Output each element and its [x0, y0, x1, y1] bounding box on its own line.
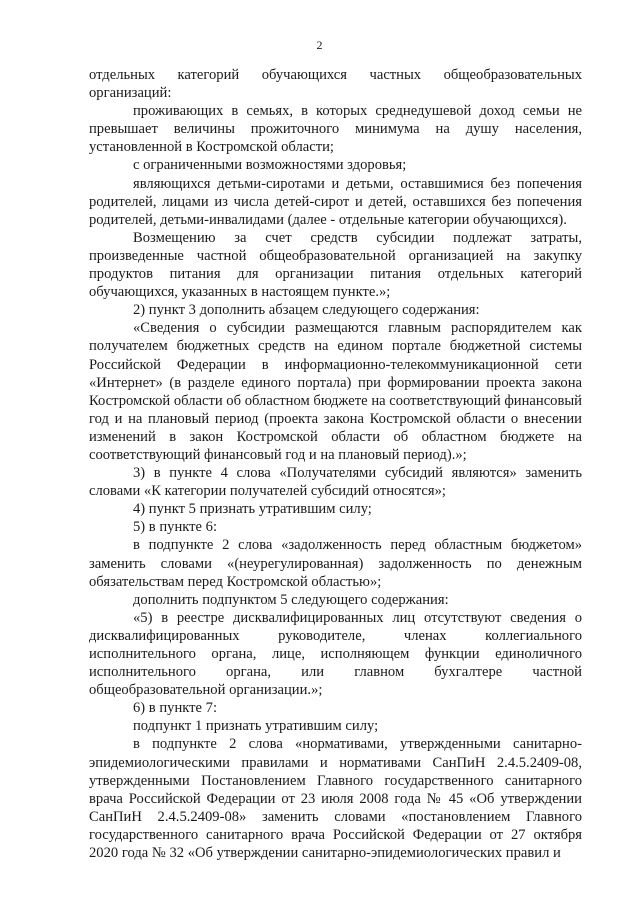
paragraph-subsidy-info: «Сведения о субсидии размещаются главным распорядителем как получателем бюджетных средств на едином портале бюджетной системы Российской Федерации в информационно-телекоммуникационной сети «Интернет» (в разделе единого портала) при формировании проекта закона Костромской области об областном бюджете на соответствующий финансовый год и на плановый период (проекта закона Костромской области о внесении изменений в закон Костромской области об областном бюджете на соответствующий финансовый год и на плановый период).»;: [89, 320, 582, 463]
paragraph-disqualified-registry: «5) в реестре дисквалифицированных лиц отсутствуют сведения о дисквалифицированных руководителе, членах коллегиального исполнительного органа, лице, исполняющем функции единоличного исполнительного органа, или главном бухгалтере частной общеобразовательной организации.»;: [89, 609, 582, 699]
paragraph-item-2: 2) пункт 3 дополнить абзацем следующего содержания:: [133, 302, 480, 319]
page-number: 2: [316, 38, 323, 52]
paragraph-disabilities: с ограниченными возможностями здоровья;: [133, 157, 407, 174]
paragraph-item-3: 3) в пункте 4 слова «Получателями субсидий являются» заменить словами «К категории получателей субсидий относятся»;: [89, 465, 582, 500]
paragraph-subitem-2-debt: в подпункте 2 слова «задолженность перед областным бюджетом» заменить словами «(неурегулированная) задолженность по денежным обязательствам перед Костромской областью»;: [89, 537, 582, 590]
paragraph-orphans: являющихся детьми-сиротами и детьми, оставшимися без попечения родителей, лицами из числа детей-сирот и детей, оставшихся без попечения родителей, детьми-инвалидами (далее - отдельные категории обучающихся).: [89, 175, 582, 228]
paragraph-subitem-1-void: подпункт 1 признать утратившим силу;: [133, 718, 379, 735]
paragraph-compensation: Возмещению за счет средств субсидии подлежат затраты, произведенные частной общеобразовательной организацией на закупку продуктов питания для организации питания отдельных категорий обучающихся, указанных в настоящем пункте.»;: [89, 229, 582, 301]
paragraph-item-5: 5) в пункте 6:: [133, 519, 218, 536]
paragraph-sanpin: в подпункте 2 слова «нормативами, утвержденными санитарно-эпидемиологическими правилами и нормативами СанПиН 2.4.5.2409-08, утвержденными Постановлением Главного государственного санитарного врача Российской Федерации от 23 июля 2008 года № 45 «Об утверждении СанПиН 2.4.5.2409-08» заменить словами «постановлением Главного государственного санитарного врача Российской Федерации от 27 октября 2020 года № 32 «Об утверждении санитарно-эпидемиологических правил и: [89, 736, 582, 862]
paragraph-continuation: отдельных категорий обучающихся частных общеобразовательных организаций:: [89, 67, 582, 102]
paragraph-item-6: 6) в пункте 7:: [133, 700, 218, 717]
paragraph-low-income: проживающих в семьях, в которых среднедушевой доход семьи не превышает величины прожиточного минимума на душу населения, установленной в Костромской области;: [89, 103, 582, 156]
paragraph-add-subitem-5: дополнить подпунктом 5 следующего содержания:: [133, 591, 449, 608]
paragraph-item-4: 4) пункт 5 признать утратившим силу;: [133, 501, 372, 518]
document-body: [89, 66, 582, 862]
